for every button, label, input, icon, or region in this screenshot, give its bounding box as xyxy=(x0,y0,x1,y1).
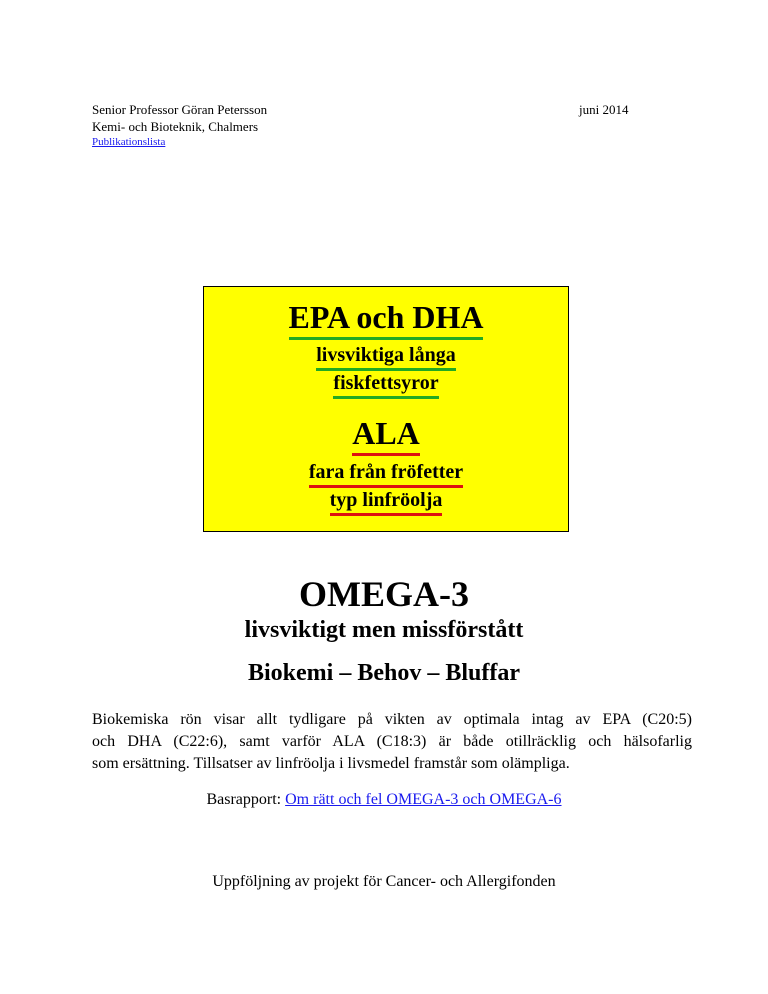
box-subtitle-1-line-2: fiskfettsyror xyxy=(333,371,438,399)
footer-note: Uppföljning av projekt för Cancer- och Allergifonden xyxy=(212,873,556,890)
box-title-ala: ALA xyxy=(352,414,420,456)
box-title-epa-dha: EPA och DHA xyxy=(289,298,484,340)
intro-line-1: Biokemiska rön visar allt tydligare på vikten av optimala intag av EPA (C20:5) xyxy=(92,711,692,728)
page-tagline: Biokemi – Behov – Bluffar xyxy=(247,660,520,686)
box-subtitle-2-line-2: typ linfröolja xyxy=(330,488,443,516)
page-subtitle: livsviktigt men missförstått xyxy=(244,617,524,643)
basrapport-line xyxy=(0,789,768,811)
author-department: Kemi- och Bioteknik, Chalmers xyxy=(92,119,259,134)
publications-link[interactable]: Publikationslista xyxy=(92,136,166,148)
author-name: Senior Professor Göran Petersson xyxy=(92,102,268,117)
author-block xyxy=(92,101,267,149)
basrapport-link[interactable]: Om rätt och fel OMEGA-3 och OMEGA-6 xyxy=(285,791,562,808)
intro-paragraph xyxy=(92,709,692,775)
box-subtitle-2-line-1: fara från fröfetter xyxy=(309,460,463,488)
basrapport-label: Basrapport: xyxy=(206,791,286,808)
document-date: juni 2014 xyxy=(579,102,629,117)
intro-line-3: som ersättning. Tillsatser av linfröolja i livsmedel framstår som olämpliga. xyxy=(92,755,570,772)
highlight-box xyxy=(203,286,569,532)
page-title: OMEGA-3 xyxy=(299,574,469,614)
intro-line-2: och DHA (C22:6), samt varför ALA (C18:3) är både otillräcklig och hälsofarlig xyxy=(92,733,692,750)
box-subtitle-1-line-1: livsviktiga långa xyxy=(316,343,455,371)
